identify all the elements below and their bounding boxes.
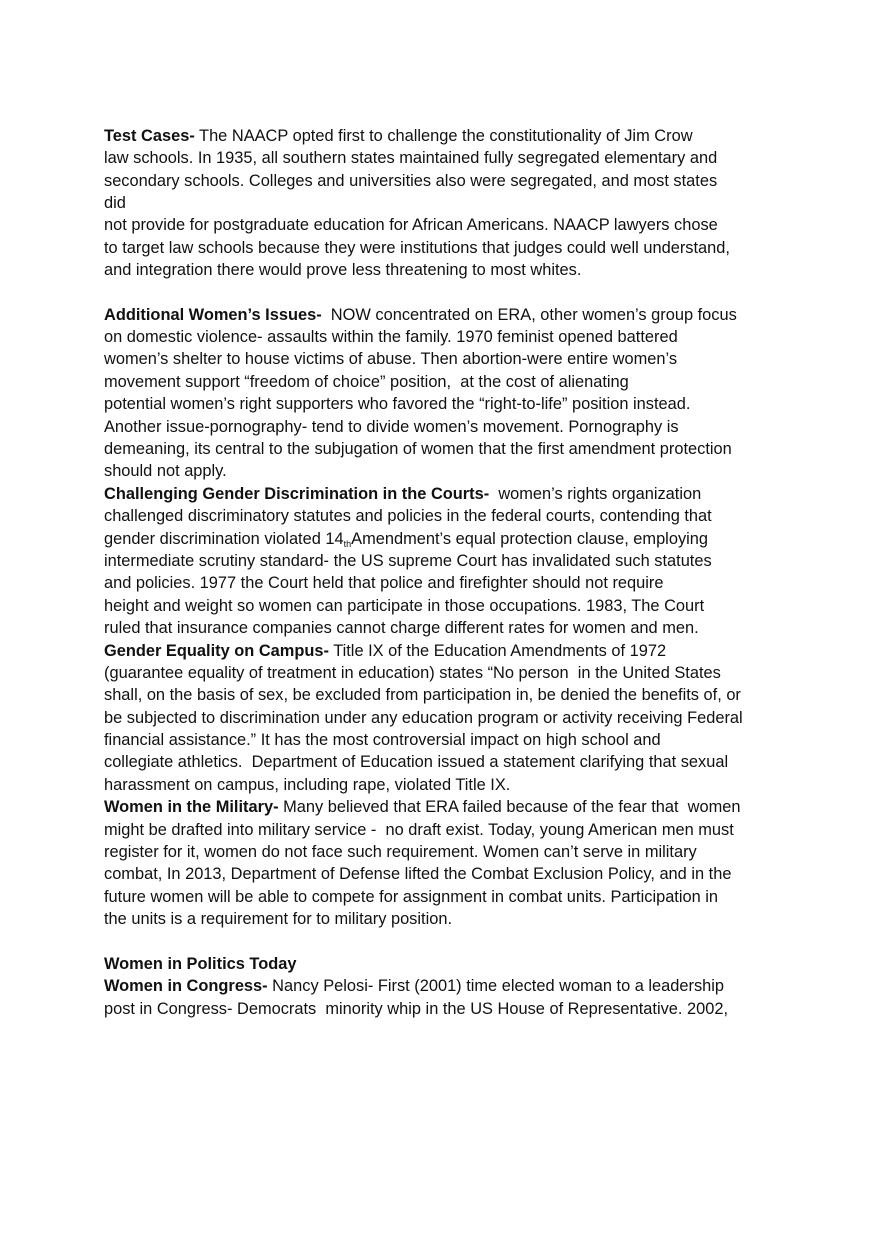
paragraph-line: (guarantee equality of treatment in education) states “No person in the United States — [104, 664, 721, 682]
section-heading-challenging-gender-discrimination: Challenging Gender Discrimination in the Courts- — [104, 485, 490, 503]
paragraph-line: height and weight so women can participate in those occupations. 1983, The Court — [104, 597, 705, 615]
paragraph-line: collegiate athletics. Department of Education issued a statement clarifying that sexual — [104, 753, 729, 771]
body-text: gender discrimination violated 14 — [104, 530, 344, 548]
body-text: Amendment’s equal protection clause, employing — [351, 530, 709, 548]
section-heading-additional-womens-issues: Additional Women’s Issues- — [104, 306, 322, 324]
paragraph-line: should not apply. — [104, 462, 227, 480]
paragraph-line: not provide for postgraduate education for African Americans. NAACP lawyers chose — [104, 216, 718, 234]
body-text: Title IX of the Education Amendments of 1972 — [328, 642, 667, 660]
paragraph-line — [104, 125, 693, 147]
paragraph-line: Another issue-pornography- tend to divide women’s movement. Pornography is — [104, 418, 679, 436]
paragraph-line — [104, 975, 724, 997]
section-heading-women-in-the-military: Women in the Military- — [104, 798, 279, 816]
section-heading-test-cases: Test Cases- — [104, 127, 195, 145]
paragraph-line: women’s shelter to house victims of abuse. Then abortion-were entire women’s — [104, 350, 678, 368]
paragraph-line: on domestic violence- assaults within the family. 1970 feminist opened battered — [104, 328, 678, 346]
paragraph-line: might be drafted into military service - no draft exist. Today, young American men must — [104, 821, 734, 839]
paragraph-line: shall, on the basis of sex, be excluded from participation in, be denied the benefits of, or — [104, 686, 741, 704]
paragraph-line — [104, 483, 701, 505]
paragraph-line: the units is a requirement for to military position. — [104, 910, 452, 928]
paragraph-line: did — [104, 194, 126, 212]
paragraph-line: and policies. 1977 the Court held that police and firefighter should not require — [104, 574, 664, 592]
paragraph-line: ruled that insurance companies cannot charge different rates for women and men. — [104, 619, 699, 637]
paragraph-line: and integration there would prove less threatening to most whites. — [104, 261, 582, 279]
body-text: women’s rights organization — [489, 485, 702, 503]
paragraph-line — [104, 796, 741, 818]
section-heading-women-in-congress: Women in Congress- — [104, 977, 268, 995]
body-text: NOW concentrated on ERA, other women’s group focus — [321, 306, 737, 324]
paragraph-line: harassment on campus, including rape, violated Title IX. — [104, 776, 511, 794]
ordinal-suffix: th — [343, 539, 352, 549]
paragraph-line: potential women’s right supporters who favored the “right-to-life” position instead. — [104, 395, 691, 413]
body-text: Nancy Pelosi- First (2001) time elected woman to a leadership — [267, 977, 725, 995]
paragraph-line — [104, 640, 666, 662]
paragraph-line: secondary schools. Colleges and universities also were segregated, and most states — [104, 172, 718, 190]
paragraph-line — [104, 953, 296, 975]
paragraph-line: law schools. In 1935, all southern states maintained fully segregated elementary and — [104, 149, 718, 167]
paragraph-line: register for it, women do not face such requirement. Women can’t serve in military — [104, 843, 697, 861]
paragraph-line: combat, In 2013, Department of Defense lifted the Combat Exclusion Policy, and in the — [104, 865, 732, 883]
paragraph-line: challenged discriminatory statutes and policies in the federal courts, contending that — [104, 507, 712, 525]
section-heading-gender-equality-on-campus: Gender Equality on Campus- — [104, 642, 329, 660]
paragraph-line: be subjected to discrimination under any education program or activity receiving Federal — [104, 709, 743, 727]
paragraph-line — [104, 304, 737, 326]
paragraph-line: demeaning, its central to the subjugation of women that the first amendment protection — [104, 440, 732, 458]
paragraph-line: future women will be able to compete for assignment in combat units. Participation in — [104, 888, 719, 906]
paragraph-line: intermediate scrutiny standard- the US supreme Court has invalidated such statutes — [104, 552, 712, 570]
body-text: The NAACP opted first to challenge the constitutionality of Jim Crow — [194, 127, 693, 145]
section-heading-women-in-politics-today: Women in Politics Today — [104, 955, 297, 973]
paragraph-line — [104, 528, 708, 552]
paragraph-line: movement support “freedom of choice” position, at the cost of alienating — [104, 373, 629, 391]
paragraph-line: financial assistance.” It has the most controversial impact on high school and — [104, 731, 661, 749]
paragraph-line: to target law schools because they were institutions that judges could well understand, — [104, 239, 730, 257]
paragraph-line: post in Congress- Democrats minority whip in the US House of Representative. 2002, — [104, 1000, 729, 1018]
body-text: Many believed that ERA failed because of the fear that women — [278, 798, 741, 816]
